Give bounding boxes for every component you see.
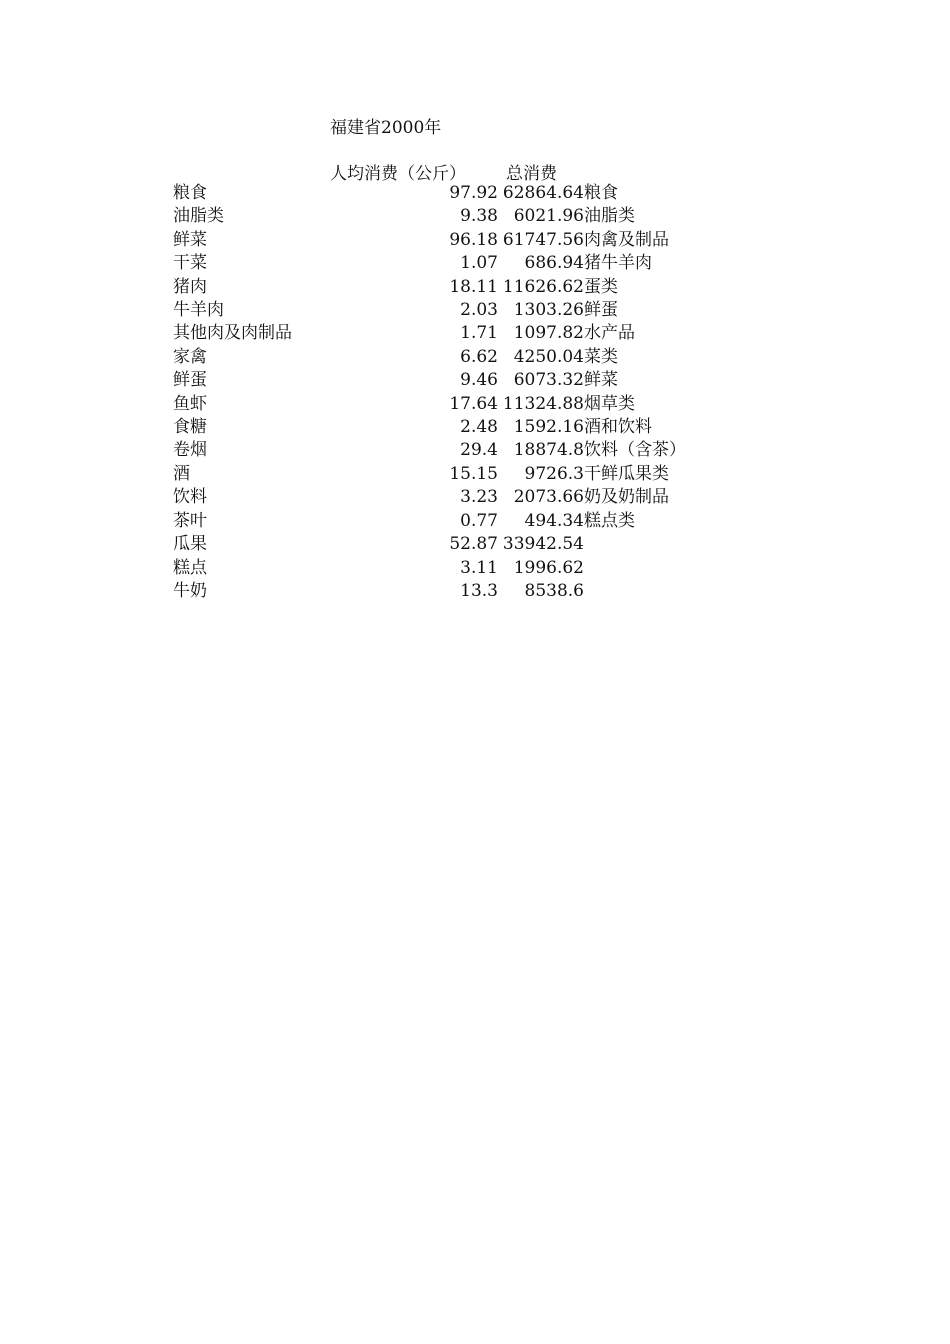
table-row (173, 439, 724, 462)
per-capita-cell: 52.87 (449, 534, 498, 555)
per-capita-cell: 2.48 (460, 417, 498, 438)
item-cell: 饮料 (173, 487, 207, 508)
item-cell: 鲜蛋 (173, 370, 207, 391)
table-row (173, 510, 724, 533)
total-cell: 1097.82 (513, 323, 584, 344)
per-capita-cell: 18.11 (449, 276, 498, 297)
header-total: 总消费 (506, 164, 557, 184)
category-cell: 菜类 (584, 346, 618, 367)
table-row (173, 580, 724, 603)
total-cell: 2073.66 (513, 487, 584, 508)
category-cell: 蛋类 (584, 276, 618, 297)
table-row (173, 533, 724, 556)
table-row (173, 486, 724, 509)
per-capita-cell: 0.77 (460, 510, 498, 531)
category-cell (584, 580, 724, 603)
per-capita-cell: 1.07 (460, 253, 498, 274)
item-cell: 油脂类 (173, 206, 224, 227)
item-cell: 糕点 (173, 557, 207, 578)
item-cell: 牛羊肉 (173, 300, 224, 321)
total-cell: 1996.62 (513, 557, 584, 578)
category-cell: 粮食 (584, 183, 618, 203)
table-row (173, 346, 724, 369)
total-cell: 686.94 (524, 253, 584, 274)
table-row (173, 463, 724, 486)
item-cell: 其他肉及肉制品 (173, 323, 292, 344)
category-cell: 干鲜瓜果类 (584, 463, 669, 484)
item-cell: 茶叶 (173, 510, 207, 531)
consumption-table (173, 182, 724, 603)
item-cell: 家禽 (173, 346, 207, 367)
total-cell: 8538.6 (524, 580, 584, 601)
item-cell: 酒 (173, 463, 190, 484)
table-row (173, 299, 724, 322)
per-capita-cell: 1.71 (460, 323, 498, 344)
item-cell: 牛奶 (173, 580, 207, 601)
category-cell: 猪牛羊肉 (584, 253, 652, 274)
table-row (173, 557, 724, 580)
total-cell: 6021.96 (513, 206, 584, 227)
category-cell: 鲜菜 (584, 370, 618, 391)
item-cell: 干菜 (173, 253, 207, 274)
category-cell (584, 533, 724, 556)
per-capita-cell: 29.4 (460, 440, 498, 461)
total-cell: 4250.04 (513, 346, 584, 367)
total-cell: 62864.64 (502, 183, 584, 203)
table-row (173, 393, 724, 416)
per-capita-cell: 2.03 (460, 300, 498, 321)
per-capita-cell: 17.64 (449, 393, 498, 414)
item-cell: 粮食 (173, 183, 207, 203)
per-capita-cell: 3.11 (460, 557, 498, 578)
total-cell: 6073.32 (513, 370, 584, 391)
table-row (173, 416, 724, 439)
item-cell: 鲜菜 (173, 229, 207, 250)
category-cell: 肉禽及制品 (584, 229, 669, 250)
total-cell: 61747.56 (502, 229, 584, 250)
table-row (173, 322, 724, 345)
category-cell: 饮料（含茶） (584, 440, 686, 461)
item-cell: 卷烟 (173, 440, 207, 461)
item-cell: 鱼虾 (173, 393, 207, 414)
total-cell: 18874.8 (513, 440, 584, 461)
category-cell: 水产品 (584, 323, 635, 344)
total-cell: 9726.3 (524, 463, 584, 484)
item-cell: 食糖 (173, 417, 207, 438)
total-cell: 11626.62 (502, 276, 584, 297)
item-cell: 瓜果 (173, 534, 207, 555)
category-cell (584, 557, 724, 580)
category-cell: 烟草类 (584, 393, 635, 414)
per-capita-cell: 3.23 (460, 487, 498, 508)
table-row (173, 276, 724, 299)
per-capita-cell: 15.15 (449, 463, 498, 484)
total-cell: 494.34 (524, 510, 584, 531)
category-cell: 鲜蛋 (584, 300, 618, 321)
per-capita-cell: 97.92 (449, 183, 498, 203)
table-row (173, 229, 724, 252)
table-row (173, 252, 724, 275)
sheet-title: 福建省2000年 (330, 118, 442, 138)
per-capita-cell: 9.46 (460, 370, 498, 391)
total-cell: 1592.16 (513, 417, 584, 438)
table-row (173, 182, 724, 205)
category-cell: 奶及奶制品 (584, 487, 669, 508)
category-cell: 油脂类 (584, 206, 635, 227)
total-cell: 11324.88 (502, 393, 584, 414)
per-capita-cell: 13.3 (460, 580, 498, 601)
category-cell: 酒和饮料 (584, 417, 652, 438)
category-cell: 糕点类 (584, 510, 635, 531)
per-capita-cell: 9.38 (460, 206, 498, 227)
total-cell: 33942.54 (502, 534, 584, 555)
header-per-capita: 人均消费（公斤） (330, 164, 466, 184)
table-row (173, 205, 724, 228)
item-cell: 猪肉 (173, 276, 207, 297)
per-capita-cell: 96.18 (449, 229, 498, 250)
table-row (173, 369, 724, 392)
total-cell: 1303.26 (513, 300, 584, 321)
per-capita-cell: 6.62 (460, 346, 498, 367)
